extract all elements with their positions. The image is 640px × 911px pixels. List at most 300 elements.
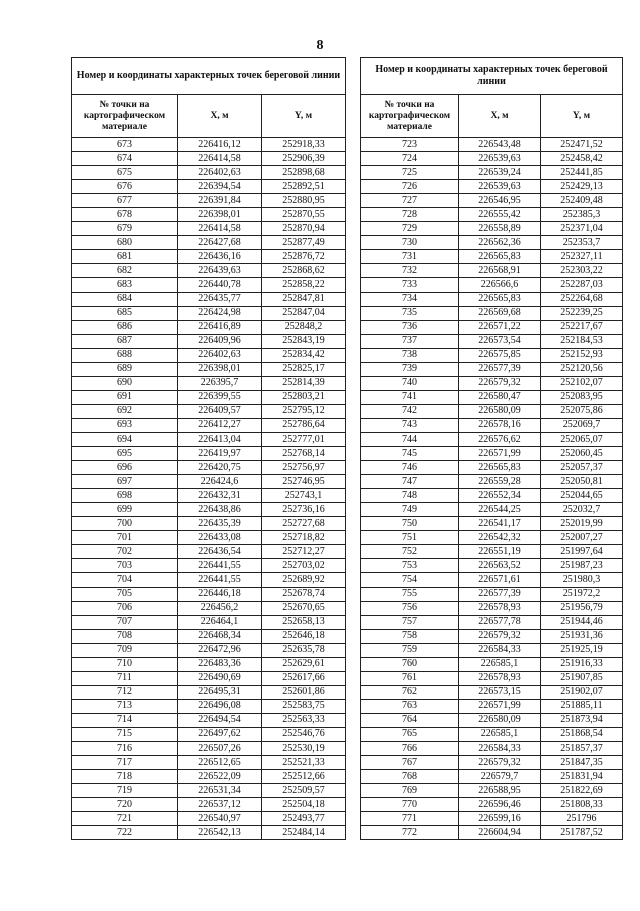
x-coordinate-cell: 226409,57 [178, 404, 262, 418]
x-coordinate-cell: 226565,83 [459, 292, 541, 306]
y-coordinate-cell: 252870,55 [262, 208, 346, 222]
x-coordinate-cell: 226391,84 [178, 194, 262, 208]
point-number-cell: 679 [72, 222, 178, 236]
x-coordinate-cell: 226565,83 [459, 461, 541, 475]
y-coordinate-cell: 252050,81 [541, 475, 623, 489]
y-coordinate-cell: 252075,86 [541, 404, 623, 418]
x-coordinate-cell: 226483,36 [178, 657, 262, 671]
y-coordinate-cell: 252471,52 [541, 138, 623, 152]
x-coordinate-cell: 226539,63 [459, 152, 541, 166]
y-coordinate-cell: 252303,22 [541, 264, 623, 278]
y-coordinate-cell: 252703,02 [262, 559, 346, 573]
point-number-cell: 727 [361, 194, 459, 208]
y-coordinate-cell: 252803,21 [262, 390, 346, 404]
point-number-cell: 771 [361, 812, 459, 826]
x-coordinate-cell: 226543,48 [459, 138, 541, 152]
table-row [361, 447, 623, 461]
table-row [72, 264, 346, 278]
point-number-cell: 696 [72, 461, 178, 475]
y-coordinate-cell: 251847,35 [541, 756, 623, 770]
y-coordinate-cell: 252658,13 [262, 615, 346, 629]
point-number-cell: 673 [72, 138, 178, 152]
y-coordinate-cell: 252563,33 [262, 713, 346, 727]
point-number-cell: 693 [72, 418, 178, 432]
table-row [361, 418, 623, 432]
x-coordinate-cell: 226402,63 [178, 348, 262, 362]
x-coordinate-cell: 226552,34 [459, 489, 541, 503]
table-title: Номер и координаты характерных точек береговой линии [72, 58, 346, 95]
x-coordinate-cell: 226512,65 [178, 756, 262, 770]
point-number-cell: 732 [361, 264, 459, 278]
table-row [361, 236, 623, 250]
table-row [361, 601, 623, 615]
point-number-cell: 676 [72, 180, 178, 194]
table-row [361, 559, 623, 573]
y-coordinate-cell: 252493,77 [262, 812, 346, 826]
point-number-cell: 738 [361, 348, 459, 362]
point-number-cell: 741 [361, 390, 459, 404]
x-coordinate-cell: 226546,95 [459, 194, 541, 208]
point-number-cell: 694 [72, 432, 178, 446]
x-coordinate-cell: 226522,09 [178, 770, 262, 784]
coordinates-table-right [360, 57, 623, 840]
table-row [361, 545, 623, 559]
table-row [72, 152, 346, 166]
point-number-cell: 767 [361, 756, 459, 770]
point-number-cell: 686 [72, 320, 178, 334]
x-coordinate-cell: 226573,15 [459, 685, 541, 699]
x-coordinate-cell: 226432,31 [178, 489, 262, 503]
y-coordinate-cell: 252152,93 [541, 348, 623, 362]
table-row [72, 362, 346, 376]
table-row [361, 334, 623, 348]
point-number-cell: 698 [72, 489, 178, 503]
point-number-cell: 756 [361, 601, 459, 615]
y-coordinate-cell: 251997,64 [541, 545, 623, 559]
y-coordinate-cell: 251916,33 [541, 657, 623, 671]
table-row [72, 404, 346, 418]
y-coordinate-cell: 252646,18 [262, 629, 346, 643]
x-coordinate-cell: 226435,39 [178, 517, 262, 531]
point-number-cell: 761 [361, 671, 459, 685]
y-coordinate-cell: 251987,23 [541, 559, 623, 573]
table-row [72, 222, 346, 236]
x-coordinate-cell: 226566,6 [459, 278, 541, 292]
table-row [72, 278, 346, 292]
x-coordinate-cell: 226472,96 [178, 643, 262, 657]
point-number-cell: 751 [361, 531, 459, 545]
point-number-cell: 690 [72, 376, 178, 390]
x-coordinate-cell: 226416,12 [178, 138, 262, 152]
x-coordinate-cell: 226394,54 [178, 180, 262, 194]
table-row [361, 166, 623, 180]
table-row [361, 643, 623, 657]
table-row [72, 756, 346, 770]
point-number-cell: 745 [361, 447, 459, 461]
column-header-point-number: № точки на картографическом материале [361, 95, 459, 138]
table-row [72, 713, 346, 727]
x-coordinate-cell: 226496,08 [178, 699, 262, 713]
point-number-cell: 719 [72, 784, 178, 798]
x-coordinate-cell: 226424,6 [178, 475, 262, 489]
x-coordinate-cell: 226438,86 [178, 503, 262, 517]
table-row [361, 461, 623, 475]
x-coordinate-cell: 226395,7 [178, 376, 262, 390]
y-coordinate-cell: 252044,65 [541, 489, 623, 503]
x-coordinate-cell: 226569,68 [459, 306, 541, 320]
table-row [72, 601, 346, 615]
y-coordinate-cell: 252768,14 [262, 447, 346, 461]
x-coordinate-cell: 226580,09 [459, 404, 541, 418]
y-coordinate-cell: 252876,72 [262, 250, 346, 264]
y-coordinate-cell: 252060,45 [541, 447, 623, 461]
point-number-cell: 740 [361, 376, 459, 390]
y-coordinate-cell: 251931,36 [541, 629, 623, 643]
x-coordinate-cell: 226468,34 [178, 629, 262, 643]
y-coordinate-cell: 252868,62 [262, 264, 346, 278]
point-number-cell: 762 [361, 685, 459, 699]
x-coordinate-cell: 226573,54 [459, 334, 541, 348]
x-coordinate-cell: 226577,39 [459, 587, 541, 601]
table-row [361, 587, 623, 601]
y-coordinate-cell: 252736,16 [262, 503, 346, 517]
table-row [72, 531, 346, 545]
x-coordinate-cell: 226599,16 [459, 812, 541, 826]
table-row [361, 306, 623, 320]
table-row [72, 770, 346, 784]
x-coordinate-cell: 226571,22 [459, 320, 541, 334]
table-row [72, 390, 346, 404]
point-number-cell: 734 [361, 292, 459, 306]
y-coordinate-cell: 252019,99 [541, 517, 623, 531]
point-number-cell: 699 [72, 503, 178, 517]
point-number-cell: 721 [72, 812, 178, 826]
point-number-cell: 755 [361, 587, 459, 601]
point-number-cell: 697 [72, 475, 178, 489]
table-row [361, 390, 623, 404]
table-row [72, 587, 346, 601]
y-coordinate-cell: 252848,2 [262, 320, 346, 334]
point-number-cell: 681 [72, 250, 178, 264]
point-number-cell: 770 [361, 798, 459, 812]
y-coordinate-cell: 251980,3 [541, 573, 623, 587]
table-row [72, 306, 346, 320]
x-coordinate-cell: 226604,94 [459, 826, 541, 840]
x-coordinate-cell: 226440,78 [178, 278, 262, 292]
x-coordinate-cell: 226579,7 [459, 770, 541, 784]
x-coordinate-cell: 226584,33 [459, 742, 541, 756]
y-coordinate-cell: 252743,1 [262, 489, 346, 503]
x-coordinate-cell: 226416,89 [178, 320, 262, 334]
x-coordinate-cell: 226427,68 [178, 236, 262, 250]
table-row [72, 292, 346, 306]
y-coordinate-cell: 251972,2 [541, 587, 623, 601]
x-coordinate-cell: 226579,32 [459, 629, 541, 643]
point-number-cell: 717 [72, 756, 178, 770]
y-coordinate-cell: 252371,04 [541, 222, 623, 236]
x-coordinate-cell: 226540,97 [178, 812, 262, 826]
point-number-cell: 743 [361, 418, 459, 432]
point-number-cell: 683 [72, 278, 178, 292]
table-row [361, 671, 623, 685]
x-coordinate-cell: 226568,91 [459, 264, 541, 278]
x-coordinate-cell: 226507,26 [178, 742, 262, 756]
y-coordinate-cell: 252670,65 [262, 601, 346, 615]
y-coordinate-cell: 252069,7 [541, 418, 623, 432]
point-number-cell: 705 [72, 587, 178, 601]
point-number-cell: 689 [72, 362, 178, 376]
point-number-cell: 724 [361, 152, 459, 166]
point-number-cell: 722 [72, 826, 178, 840]
table-row [361, 573, 623, 587]
x-coordinate-cell: 226578,16 [459, 418, 541, 432]
point-number-cell: 730 [361, 236, 459, 250]
y-coordinate-cell: 252385,3 [541, 208, 623, 222]
point-number-cell: 708 [72, 629, 178, 643]
y-coordinate-cell: 252484,14 [262, 826, 346, 840]
y-coordinate-cell: 251907,85 [541, 671, 623, 685]
point-number-cell: 685 [72, 306, 178, 320]
y-coordinate-cell: 252184,53 [541, 334, 623, 348]
table-row [361, 826, 623, 840]
y-coordinate-cell: 252327,11 [541, 250, 623, 264]
x-coordinate-cell: 226441,55 [178, 573, 262, 587]
y-coordinate-cell: 252441,85 [541, 166, 623, 180]
x-coordinate-cell: 226579,32 [459, 756, 541, 770]
table-row [72, 615, 346, 629]
table-row [361, 489, 623, 503]
x-coordinate-cell: 226436,16 [178, 250, 262, 264]
table-row [72, 643, 346, 657]
point-number-cell: 709 [72, 643, 178, 657]
x-coordinate-cell: 226588,95 [459, 784, 541, 798]
y-coordinate-cell: 252409,48 [541, 194, 623, 208]
y-coordinate-cell: 252083,95 [541, 390, 623, 404]
point-number-cell: 731 [361, 250, 459, 264]
point-number-cell: 691 [72, 390, 178, 404]
y-coordinate-cell: 252007,27 [541, 531, 623, 545]
x-coordinate-cell: 226464,1 [178, 615, 262, 629]
y-coordinate-cell: 251902,07 [541, 685, 623, 699]
point-number-cell: 737 [361, 334, 459, 348]
column-header-point-number: № точки на картографическом материале [72, 95, 178, 138]
point-number-cell: 728 [361, 208, 459, 222]
point-number-cell: 742 [361, 404, 459, 418]
table-row [361, 756, 623, 770]
page-number: 8 [316, 38, 324, 53]
point-number-cell: 716 [72, 742, 178, 756]
y-coordinate-cell: 252521,33 [262, 756, 346, 770]
table-row [361, 376, 623, 390]
y-coordinate-cell: 252786,64 [262, 418, 346, 432]
y-coordinate-cell: 252777,01 [262, 432, 346, 446]
y-coordinate-cell: 252718,82 [262, 531, 346, 545]
x-coordinate-cell: 226398,01 [178, 362, 262, 376]
table-row [72, 798, 346, 812]
x-coordinate-cell: 226577,39 [459, 362, 541, 376]
table-row [72, 503, 346, 517]
table-row [72, 250, 346, 264]
y-coordinate-cell: 252834,42 [262, 348, 346, 362]
point-number-cell: 712 [72, 685, 178, 699]
y-coordinate-cell: 251885,11 [541, 699, 623, 713]
point-number-cell: 723 [361, 138, 459, 152]
table-row [361, 685, 623, 699]
x-coordinate-cell: 226576,62 [459, 432, 541, 446]
y-coordinate-cell: 252530,19 [262, 742, 346, 756]
y-coordinate-cell: 252583,75 [262, 699, 346, 713]
table-row [72, 208, 346, 222]
table-row [361, 194, 623, 208]
table-row [72, 517, 346, 531]
table-row [361, 615, 623, 629]
point-number-cell: 674 [72, 152, 178, 166]
x-coordinate-cell: 226420,75 [178, 461, 262, 475]
point-number-cell: 768 [361, 770, 459, 784]
coordinates-table-left [71, 57, 346, 840]
y-coordinate-cell: 252353,7 [541, 236, 623, 250]
table-row [72, 334, 346, 348]
y-coordinate-cell: 251956,79 [541, 601, 623, 615]
y-coordinate-cell: 251857,37 [541, 742, 623, 756]
x-coordinate-cell: 226579,32 [459, 376, 541, 390]
x-coordinate-cell: 226585,1 [459, 657, 541, 671]
table-row [72, 784, 346, 798]
x-coordinate-cell: 226419,97 [178, 447, 262, 461]
x-coordinate-cell: 226412,27 [178, 418, 262, 432]
y-coordinate-cell: 252847,81 [262, 292, 346, 306]
table-row [361, 798, 623, 812]
x-coordinate-cell: 226555,42 [459, 208, 541, 222]
table-row [72, 559, 346, 573]
x-coordinate-cell: 226584,33 [459, 643, 541, 657]
point-number-cell: 746 [361, 461, 459, 475]
table-row [72, 671, 346, 685]
x-coordinate-cell: 226414,58 [178, 152, 262, 166]
y-coordinate-cell: 252870,94 [262, 222, 346, 236]
x-coordinate-cell: 226596,46 [459, 798, 541, 812]
y-coordinate-cell: 252629,61 [262, 657, 346, 671]
point-number-cell: 720 [72, 798, 178, 812]
x-coordinate-cell: 226497,62 [178, 727, 262, 741]
y-coordinate-cell: 252601,86 [262, 685, 346, 699]
x-coordinate-cell: 226456,2 [178, 601, 262, 615]
y-coordinate-cell: 252217,67 [541, 320, 623, 334]
y-coordinate-cell: 252712,27 [262, 545, 346, 559]
column-header-y: Y, м [541, 95, 623, 138]
point-number-cell: 702 [72, 545, 178, 559]
table-row [72, 629, 346, 643]
point-number-cell: 687 [72, 334, 178, 348]
y-coordinate-cell: 252617,66 [262, 671, 346, 685]
y-coordinate-cell: 251873,94 [541, 713, 623, 727]
x-coordinate-cell: 226571,99 [459, 447, 541, 461]
point-number-cell: 758 [361, 629, 459, 643]
point-number-cell: 725 [361, 166, 459, 180]
point-number-cell: 677 [72, 194, 178, 208]
table-row [361, 278, 623, 292]
table-row [72, 812, 346, 826]
y-coordinate-cell: 252746,95 [262, 475, 346, 489]
x-coordinate-cell: 226544,25 [459, 503, 541, 517]
y-coordinate-cell: 252120,56 [541, 362, 623, 376]
table-row [72, 657, 346, 671]
point-number-cell: 753 [361, 559, 459, 573]
x-coordinate-cell: 226414,58 [178, 222, 262, 236]
table-row [361, 222, 623, 236]
point-number-cell: 680 [72, 236, 178, 250]
point-number-cell: 715 [72, 727, 178, 741]
point-number-cell: 757 [361, 615, 459, 629]
y-coordinate-cell: 252458,42 [541, 152, 623, 166]
point-number-cell: 739 [361, 362, 459, 376]
table-row [361, 404, 623, 418]
y-coordinate-cell: 252847,04 [262, 306, 346, 320]
x-coordinate-cell: 226585,1 [459, 727, 541, 741]
table-row [361, 264, 623, 278]
y-coordinate-cell: 252898,68 [262, 166, 346, 180]
x-coordinate-cell: 226446,18 [178, 587, 262, 601]
x-coordinate-cell: 226537,12 [178, 798, 262, 812]
table-row [72, 432, 346, 446]
y-coordinate-cell: 252858,22 [262, 278, 346, 292]
point-number-cell: 682 [72, 264, 178, 278]
y-coordinate-cell: 251831,94 [541, 770, 623, 784]
x-coordinate-cell: 226402,63 [178, 166, 262, 180]
table-row [72, 138, 346, 152]
point-number-cell: 718 [72, 770, 178, 784]
x-coordinate-cell: 226562,36 [459, 236, 541, 250]
y-coordinate-cell: 252906,39 [262, 152, 346, 166]
column-header-x: X, м [178, 95, 262, 138]
x-coordinate-cell: 226578,93 [459, 601, 541, 615]
table-row [361, 742, 623, 756]
point-number-cell: 735 [361, 306, 459, 320]
y-coordinate-cell: 252287,03 [541, 278, 623, 292]
y-coordinate-cell: 251787,52 [541, 826, 623, 840]
point-number-cell: 772 [361, 826, 459, 840]
point-number-cell: 759 [361, 643, 459, 657]
table-row [72, 461, 346, 475]
table-row [72, 727, 346, 741]
x-coordinate-cell: 226563,52 [459, 559, 541, 573]
y-coordinate-cell: 252843,19 [262, 334, 346, 348]
x-coordinate-cell: 226441,55 [178, 559, 262, 573]
point-number-cell: 703 [72, 559, 178, 573]
table-row [72, 573, 346, 587]
x-coordinate-cell: 226580,47 [459, 390, 541, 404]
y-coordinate-cell: 252429,13 [541, 180, 623, 194]
point-number-cell: 678 [72, 208, 178, 222]
y-coordinate-cell: 252546,76 [262, 727, 346, 741]
point-number-cell: 710 [72, 657, 178, 671]
point-number-cell: 750 [361, 517, 459, 531]
table-row [361, 292, 623, 306]
x-coordinate-cell: 226580,09 [459, 713, 541, 727]
point-number-cell: 752 [361, 545, 459, 559]
x-coordinate-cell: 226571,99 [459, 699, 541, 713]
table-row [361, 503, 623, 517]
y-coordinate-cell: 251925,19 [541, 643, 623, 657]
table-row [361, 812, 623, 826]
point-number-cell: 692 [72, 404, 178, 418]
point-number-cell: 733 [361, 278, 459, 292]
table-row [72, 166, 346, 180]
table-row [361, 362, 623, 376]
y-coordinate-cell: 252102,07 [541, 376, 623, 390]
y-coordinate-cell: 252880,95 [262, 194, 346, 208]
table-row [72, 475, 346, 489]
